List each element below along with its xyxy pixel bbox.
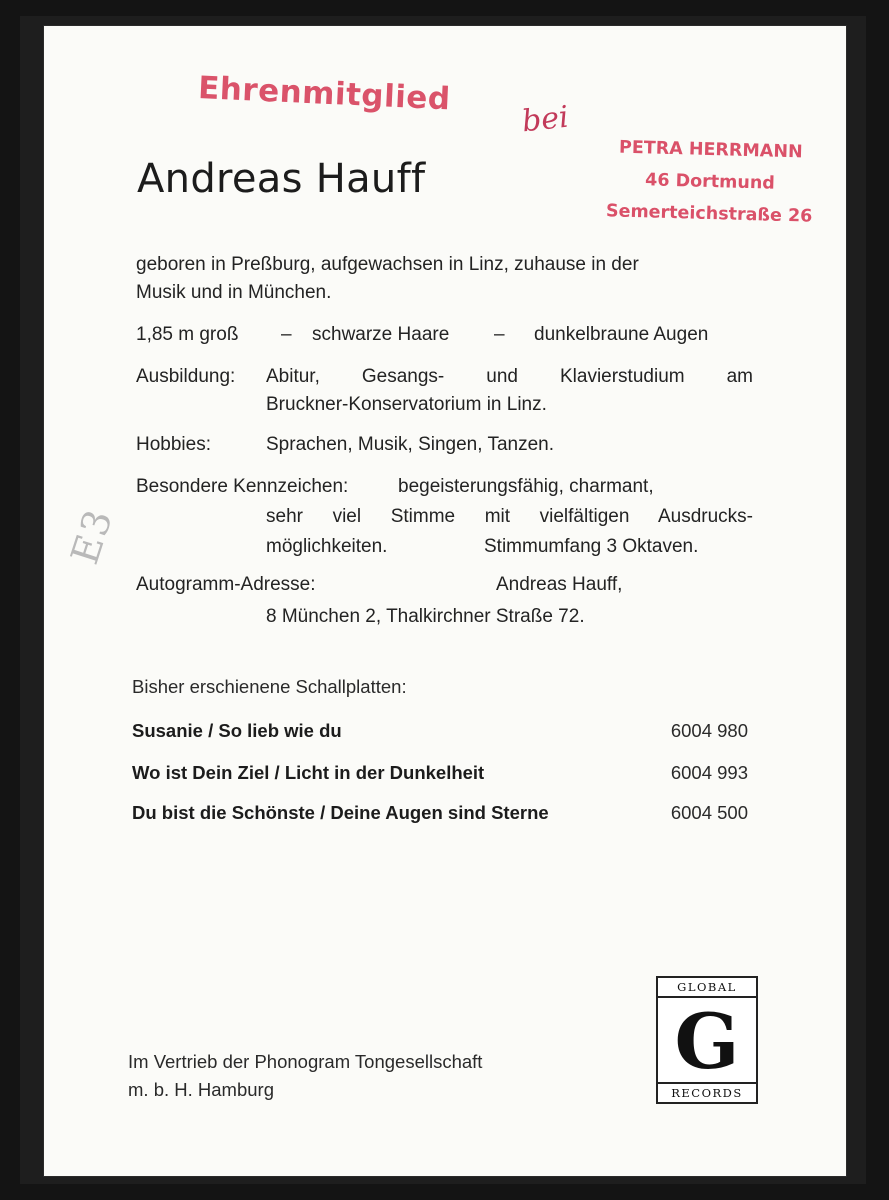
bio-height: 1,85 m groß (136, 324, 239, 345)
bio-born-line1: geboren in Preßburg, aufgewachsen in Linz, zuhause in der (136, 254, 639, 275)
address-label: Autogramm-Adresse: (136, 574, 316, 595)
record-title: Susanie / So lieb wie du (132, 720, 342, 741)
distribution-line1: Im Vertrieb der Phonogram Tongesellschaft (128, 1051, 483, 1072)
bio-eyes: dunkelbraune Augen (534, 324, 709, 345)
records-heading: Bisher erschienene Schallplatten: (132, 676, 407, 697)
pencil-mark: E3 (62, 502, 122, 570)
education-label: Ausbildung: (136, 366, 236, 387)
record-item (132, 802, 748, 824)
logo-letter: G (674, 1000, 740, 1080)
record-title: Du bist die Schönste / Deine Augen sind Sterne (132, 802, 549, 823)
shop-city: 46 Dortmund (644, 170, 776, 194)
global-records-logo (656, 976, 758, 1104)
record-item (132, 720, 748, 742)
distribution-note (128, 1048, 482, 1104)
bio-dash-2: – (494, 324, 505, 345)
honorary-member-stamp: Ehrenmitglied (197, 70, 452, 118)
hobbies-value: Sprachen, Musik, Singen, Tanzen. (266, 434, 554, 455)
education-line1: Abitur, Gesangs- und Klavierstudium am (266, 366, 753, 387)
traits-line3b: Stimmumfang 3 Oktaven. (484, 536, 699, 557)
bio-dash-1: – (281, 324, 292, 345)
traits-label: Besondere Kennzeichen: (136, 476, 349, 497)
shop-address-stamp (599, 131, 821, 233)
artist-name: Andreas Hauff (137, 156, 426, 202)
record-title: Wo ist Dein Ziel / Licht in der Dunkelheit (132, 762, 485, 783)
logo-top-label: GLOBAL (658, 978, 756, 998)
bio-born-line2: Musik und in München. (136, 282, 332, 303)
address-line1: Andreas Hauff, (496, 574, 623, 595)
bio-hair: schwarze Haare (312, 324, 450, 345)
record-item (132, 762, 748, 784)
hobbies-label: Hobbies: (136, 434, 211, 455)
shop-street: Semerteichstraße 26 (605, 201, 813, 227)
traits-line2: sehr viel Stimme mit vielfältigen Ausdrucks- (266, 506, 753, 527)
shop-name: PETRA HERRMANN (618, 137, 803, 163)
autograph-card-back (44, 26, 846, 1176)
record-number: 6004 980 (670, 720, 748, 741)
address-line2: 8 München 2, Thalkirchner Straße 72. (266, 606, 585, 627)
traits-line3a: möglichkeiten. (266, 536, 388, 557)
logo-g-icon (664, 1000, 750, 1080)
distribution-line2: m. b. H. Hamburg (128, 1079, 274, 1100)
logo-bottom-label: RECORDS (658, 1082, 756, 1102)
record-number: 6004 993 (670, 762, 748, 783)
education-line2: Bruckner-Konservatorium in Linz. (266, 394, 547, 415)
handwritten-note: bei (520, 99, 571, 140)
traits-line1: begeisterungsfähig, charmant, (398, 476, 654, 497)
record-number: 6004 500 (670, 802, 748, 823)
